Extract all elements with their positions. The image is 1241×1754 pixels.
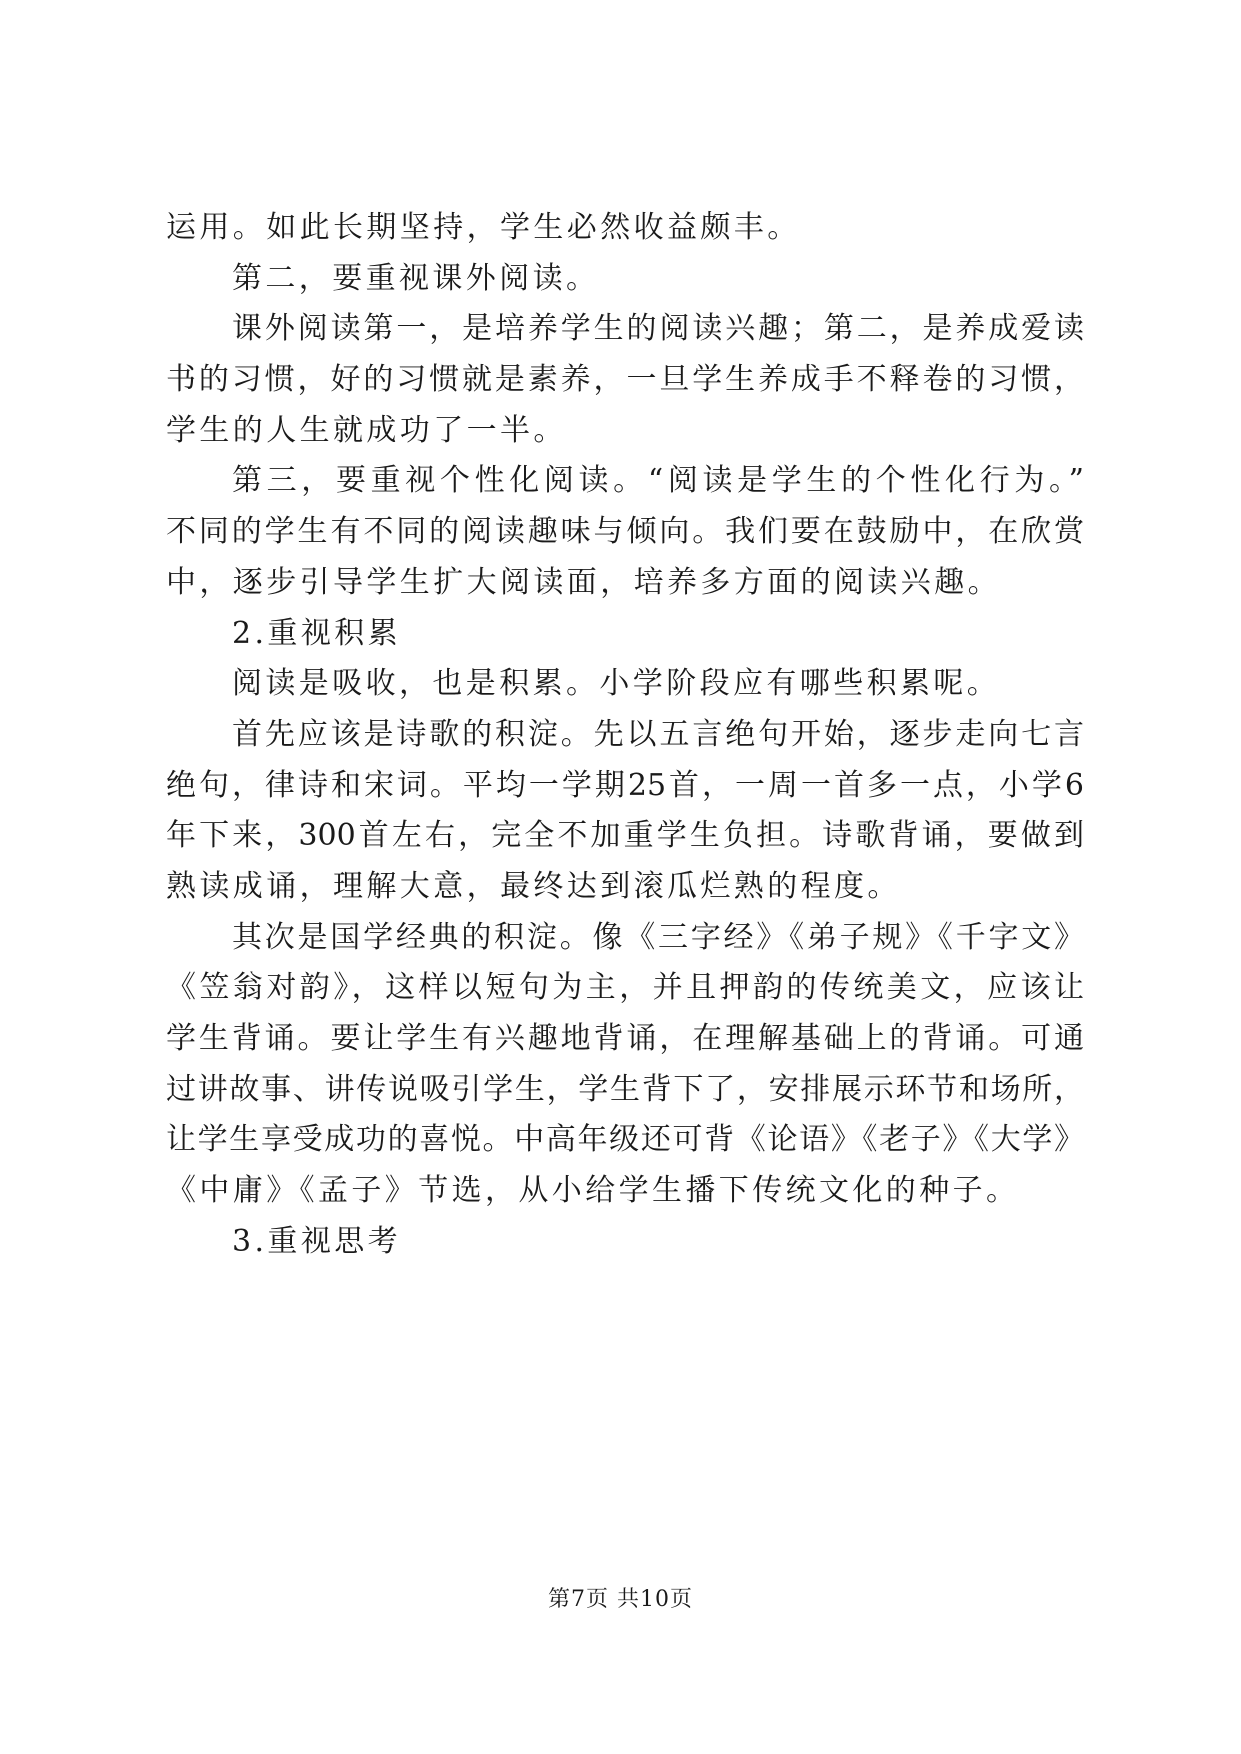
paragraph-line: 第二，要重视课外阅读。 (232, 260, 600, 296)
section-heading: 2.重视积累 (232, 615, 402, 651)
paragraph-line: 运用。如此长期坚持，学生必然收益颇丰。 (166, 210, 801, 245)
paragraph-line: 《笠翁对韵》，这样以短句为主，并且押韵的传统美文，应该让 (166, 970, 1084, 1006)
paragraph-line: 首先应该是诗歌的积淀。先以五言绝句开始，逐步走向七言 (232, 716, 1084, 752)
section-heading: 3.重视思考 (232, 1223, 402, 1259)
paragraph-line: 书的习惯，好的习惯就是素养，一旦学生养成手不释卷的习惯， (166, 362, 1084, 398)
paragraph-line: 过讲故事、讲传说吸引学生，学生背下了，安排展示环节和场所， (166, 1071, 1084, 1107)
paragraph-line: 中，逐步引导学生扩大阅读面，培养多方面的阅读兴趣。 (166, 564, 1001, 600)
page-number-footer: 第7页 共10页 (548, 1587, 693, 1612)
paragraph-line: 第三，要重视个性化阅读。“阅读是学生的个性化行为。” (232, 463, 1084, 499)
paragraph-line: 让学生享受成功的喜悦。中高年级还可背《论语》《老子》《大学》 (166, 1122, 1084, 1158)
paragraph-line: 课外阅读第一，是培养学生的阅读兴趣；第二，是养成爱读 (232, 311, 1084, 347)
paragraph-line: 年下来，300首左右，完全不加重学生负担。诗歌背诵，要做到 (166, 818, 1084, 854)
paragraph-line: 《中庸》《孟子》节选，从小给学生播下传统文化的种子。 (166, 1173, 1020, 1209)
paragraph-line: 学生的人生就成功了一半。 (166, 412, 567, 448)
paragraph-line: 熟读成诵，理解大意，最终达到滚瓜烂熟的程度。 (166, 868, 901, 904)
paragraph-line: 学生背诵。要让学生有兴趣地背诵，在理解基础上的背诵。可通 (166, 1021, 1084, 1056)
paragraph-line: 阅读是吸收，也是积累。小学阶段应有哪些积累呢。 (232, 666, 1001, 702)
document-body (166, 203, 1084, 1267)
paragraph-line: 其次是国学经典的积淀。像《三字经》《弟子规》《千字文》 (232, 919, 1084, 955)
paragraph-line: 不同的学生有不同的阅读趣味与倾向。我们要在鼓励中，在欣赏 (166, 514, 1084, 550)
paragraph-line: 绝句，律诗和宋词。平均一学期25首，一周一首多一点，小学6 (166, 767, 1084, 803)
